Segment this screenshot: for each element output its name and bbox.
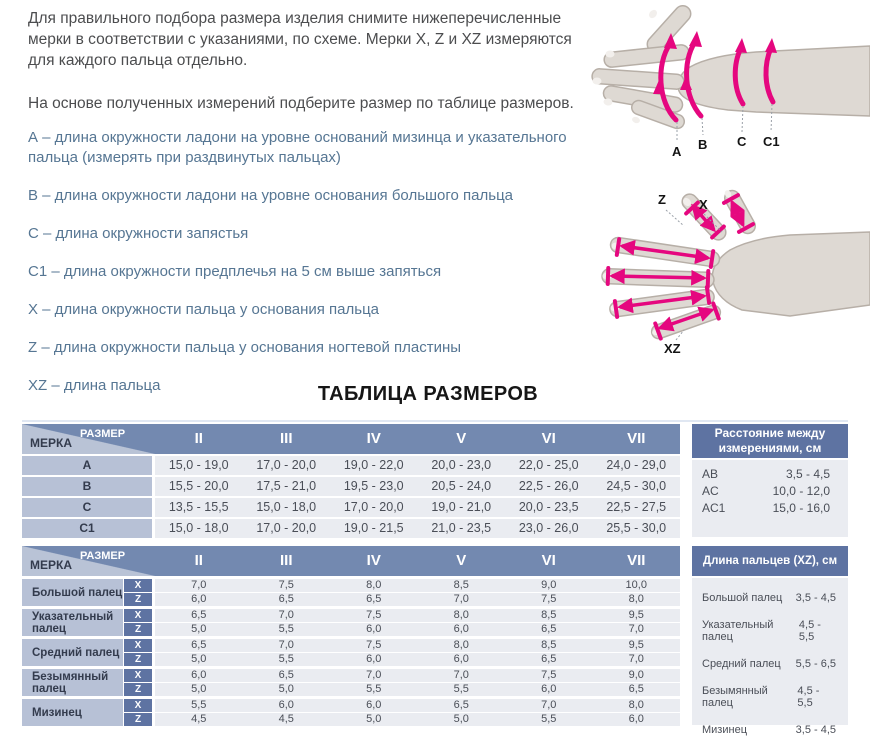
- finger-value: 6,5: [628, 683, 644, 695]
- intro-paragraph-2: На основе полученных измерений подберите размер по таблице размеров.: [28, 95, 574, 112]
- distance-value: 3,5 - 4,5: [785, 467, 830, 481]
- diagram-label-z: Z: [658, 192, 666, 207]
- size-value: 19,0 - 21,5: [343, 521, 404, 535]
- finger-value: 10,0: [625, 579, 647, 591]
- finger-table-row: [22, 579, 680, 606]
- xz-column: [124, 609, 152, 636]
- finger-value: 5,5: [278, 653, 294, 665]
- size-row-values: [155, 477, 680, 496]
- corner-size-label: РАЗМЕР: [80, 550, 126, 562]
- distance-row: [702, 500, 838, 517]
- measure-label: B: [22, 477, 152, 496]
- size-value: 17,0 - 20,0: [256, 458, 317, 472]
- finger-table-body: [22, 579, 680, 726]
- finger-value: 6,0: [278, 699, 294, 711]
- finger-value: 8,0: [366, 579, 382, 591]
- hand-diagram-fingers: [580, 172, 870, 367]
- finger-value: 5,0: [453, 713, 469, 725]
- size-table-row: [22, 498, 680, 517]
- finger-value: 7,5: [541, 669, 557, 681]
- z-values-row: [155, 623, 680, 636]
- z-row-label: Z: [124, 653, 152, 666]
- size-column-headers: [155, 424, 680, 454]
- measure-label: A: [22, 456, 152, 475]
- x-row-label: X: [124, 609, 152, 622]
- distance-value: 15,0 - 16,0: [772, 501, 830, 515]
- size-value: 15,0 - 18,0: [168, 521, 229, 535]
- size-table-title: ТАБЛИЦА РАЗМЕРОВ: [317, 383, 539, 405]
- size-value: 15,0 - 19,0: [168, 458, 229, 472]
- size-value: 20,5 - 24,0: [431, 479, 492, 493]
- size-column-header: IV: [366, 430, 381, 447]
- finger-value: 9,0: [541, 579, 557, 591]
- finger-name: Безымянный палец: [22, 669, 123, 696]
- finger-value: 7,0: [541, 699, 557, 711]
- size-column-header: III: [279, 552, 293, 569]
- finger-name: Средний палец: [22, 639, 123, 666]
- finger-value: 5,0: [191, 653, 207, 665]
- finger-value: 6,5: [453, 699, 469, 711]
- size-value: 24,0 - 29,0: [606, 458, 667, 472]
- x-values-row: [155, 639, 680, 652]
- finger-value: 7,0: [278, 609, 294, 621]
- finger-value: 7,0: [453, 669, 469, 681]
- finger-name: Указательный палец: [22, 609, 123, 636]
- finger-value: 9,0: [628, 669, 644, 681]
- finger-table-corner-cell: [22, 546, 155, 576]
- finger-length-row: [702, 658, 836, 670]
- intro-paragraph-1: Для правильного подбора размера изделия снимите нижеперечисленные мерки в соответствии с указаниями, по схеме. Мерки X, Z и XZ измеряются для каждого пальца отдельно.: [28, 10, 572, 69]
- size-column-header: III: [279, 430, 293, 447]
- distance-row: [702, 466, 838, 483]
- x-values-row: [155, 699, 680, 712]
- distance-label: AC: [702, 484, 719, 498]
- size-value: 19,0 - 22,0: [343, 458, 404, 472]
- finger-value: 6,5: [191, 639, 207, 651]
- finger-length-row: [702, 619, 836, 643]
- finger-length-value: 5,5 - 6,5: [795, 658, 836, 670]
- corner-measure-label: МЕРКА: [30, 436, 72, 450]
- diagram-label-c: C: [737, 134, 747, 149]
- measure-definition: В – длина окружности ладони на уровне основания большого пальца: [28, 187, 514, 204]
- finger-table-header: [22, 546, 680, 576]
- finger-length-row: [702, 724, 836, 736]
- finger-length-label: Мизинец: [702, 724, 747, 736]
- finger-value: 6,0: [453, 653, 469, 665]
- size-value: 21,0 - 23,5: [431, 521, 492, 535]
- finger-value: 5,5: [191, 699, 207, 711]
- finger-value: 7,5: [366, 639, 382, 651]
- measure-definition: Z – длина окружности пальца у основания ногтевой пластины: [28, 339, 462, 356]
- finger-table-row: [22, 699, 680, 726]
- size-value: 20,0 - 23,5: [518, 500, 579, 514]
- finger-value: 8,0: [628, 699, 644, 711]
- finger-value: 7,0: [628, 653, 644, 665]
- measure-label: C: [22, 498, 152, 517]
- x-row-label: X: [124, 669, 152, 682]
- x-values-row: [155, 669, 680, 682]
- distance-label: AB: [702, 467, 719, 481]
- finger-value: 6,0: [628, 713, 644, 725]
- x-values-row: [155, 609, 680, 622]
- distance-value: 10,0 - 12,0: [772, 484, 830, 498]
- size-row-values: [155, 498, 680, 517]
- finger-length-value: 4,5 - 5,5: [798, 619, 821, 643]
- z-row-label: Z: [124, 713, 152, 726]
- distance-row: [702, 483, 838, 500]
- finger-row-values: [155, 639, 680, 666]
- finger-value: 7,5: [278, 579, 294, 591]
- size-table-row: [22, 519, 680, 538]
- diagram-label-b: B: [698, 137, 708, 152]
- measure-definition: Х – длина окружности пальца у основания пальца: [28, 301, 380, 318]
- z-values-row: [155, 593, 680, 606]
- size-value: 19,0 - 21,0: [431, 500, 492, 514]
- size-value: 19,5 - 23,0: [343, 479, 404, 493]
- size-value: 22,5 - 26,0: [518, 479, 579, 493]
- finger-length-value: 4,5 - 5,5: [797, 685, 820, 709]
- finger-value: 7,0: [628, 623, 644, 635]
- size-row-values: [155, 519, 680, 538]
- z-values-row: [155, 653, 680, 666]
- finger-length-label: Средний палец: [702, 658, 781, 670]
- finger-row-values: [155, 609, 680, 636]
- finger-value: 5,5: [366, 683, 382, 695]
- finger-value: 6,0: [191, 669, 207, 681]
- finger-value: 5,0: [278, 683, 294, 695]
- measure-definition: С – длина окружности запястья: [28, 225, 249, 242]
- finger-value: 8,5: [541, 639, 557, 651]
- size-value: 20,0 - 23,0: [431, 458, 492, 472]
- diagram-label-c1: C1: [763, 134, 780, 149]
- finger-value: 5,0: [191, 683, 207, 695]
- finger-value: 8,0: [453, 639, 469, 651]
- finger-value: 6,0: [366, 623, 382, 635]
- finger-table-row: [22, 669, 680, 696]
- finger-length-panel-body: [692, 578, 848, 736]
- finger-value: 7,0: [453, 593, 469, 605]
- finger-value: 8,5: [541, 609, 557, 621]
- size-column-header: IV: [366, 552, 381, 569]
- finger-value: 6,0: [453, 623, 469, 635]
- xz-column: [124, 579, 152, 606]
- finger-value: 6,0: [191, 593, 207, 605]
- finger-value: 4,5: [191, 713, 207, 725]
- size-table-corner-cell: [22, 424, 155, 454]
- measure-definition: XZ – длина пальца: [28, 377, 161, 394]
- size-table-body: [22, 456, 680, 538]
- finger-name: Мизинец: [22, 699, 123, 726]
- size-value: 24,5 - 30,0: [606, 479, 667, 493]
- measure-definition: А – длина окружности ладони на уровне оснований мизинца и указательного пальца (измерять при раздвинутых пальцах): [28, 129, 567, 166]
- finger-length-panel: [692, 546, 848, 736]
- size-column-header: V: [456, 430, 467, 447]
- z-row-label: Z: [124, 623, 152, 636]
- finger-value: 6,5: [191, 609, 207, 621]
- size-table-header: [22, 424, 680, 454]
- x-row-label: X: [124, 639, 152, 652]
- finger-value: 7,0: [191, 579, 207, 591]
- size-column-header: VI: [541, 552, 556, 569]
- distance-label: AC1: [702, 501, 726, 515]
- finger-value: 4,5: [278, 713, 294, 725]
- size-value: 15,5 - 20,0: [168, 479, 229, 493]
- finger-value: 7,0: [278, 639, 294, 651]
- size-column-header: II: [194, 552, 203, 569]
- finger-value: 9,5: [628, 609, 644, 621]
- diagram-label-xz: XZ: [664, 341, 681, 356]
- finger-length-row: [702, 592, 836, 604]
- finger-value: 9,5: [628, 639, 644, 651]
- finger-value: 5,0: [191, 623, 207, 635]
- finger-length-label: Большой палец: [702, 592, 783, 604]
- finger-length-label: Безымянный палец: [702, 685, 768, 709]
- finger-value: 5,5: [541, 713, 557, 725]
- measure-definitions: [28, 128, 590, 414]
- measure-label: C1: [22, 519, 152, 538]
- size-value: 23,0 - 26,0: [518, 521, 579, 535]
- distance-panel-body: [692, 460, 848, 537]
- finger-value: 6,5: [278, 593, 294, 605]
- size-column-header: VI: [541, 430, 556, 447]
- measure-definition: С1 – длина окружности предплечья на 5 см выше запяться: [28, 263, 442, 280]
- size-value: 17,0 - 20,0: [343, 500, 404, 514]
- finger-length-value: 3,5 - 4,5: [795, 724, 836, 736]
- diagram-label-x: X: [699, 197, 708, 212]
- finger-value: 6,5: [541, 653, 557, 665]
- size-column-header: V: [456, 552, 467, 569]
- xz-column: [124, 639, 152, 666]
- size-column-header: VII: [627, 552, 646, 569]
- x-row-label: X: [124, 579, 152, 592]
- finger-value: 5,5: [453, 683, 469, 695]
- finger-value: 8,0: [453, 609, 469, 621]
- finger-table-row: [22, 639, 680, 666]
- z-row-label: Z: [124, 593, 152, 606]
- size-value: 17,0 - 20,0: [256, 521, 317, 535]
- finger-value: 5,5: [278, 623, 294, 635]
- finger-table: [22, 546, 680, 726]
- size-value: 25,5 - 30,0: [606, 521, 667, 535]
- size-value: 22,5 - 27,5: [606, 500, 667, 514]
- finger-length-panel-title: Длина пальцев (XZ), см: [692, 546, 848, 576]
- finger-value: 7,5: [541, 593, 557, 605]
- finger-value: 6,0: [366, 653, 382, 665]
- xz-column: [124, 669, 152, 696]
- size-table: [22, 424, 680, 538]
- finger-table-row: [22, 609, 680, 636]
- finger-value: 8,5: [453, 579, 469, 591]
- finger-value: 6,5: [366, 593, 382, 605]
- diagram-label-a: A: [672, 144, 682, 159]
- intro-text: [28, 8, 580, 136]
- size-value: 22,0 - 25,0: [518, 458, 579, 472]
- size-column-header: VII: [627, 430, 646, 447]
- hand-illustration: [592, 2, 870, 130]
- hand-diagram-circumferences: [580, 2, 870, 162]
- finger-value: 7,5: [366, 609, 382, 621]
- distance-panel: [692, 424, 848, 537]
- corner-size-label: РАЗМЕР: [80, 428, 126, 440]
- size-value: 15,0 - 18,0: [256, 500, 317, 514]
- finger-row-values: [155, 669, 680, 696]
- finger-value: 6,5: [278, 669, 294, 681]
- x-values-row: [155, 579, 680, 592]
- finger-row-values: [155, 699, 680, 726]
- z-values-row: [155, 683, 680, 696]
- finger-value: 6,0: [366, 699, 382, 711]
- z-values-row: [155, 713, 680, 726]
- distance-panel-title: Расстояние между измерениями, см: [692, 424, 848, 458]
- divider-line: [22, 420, 848, 422]
- finger-length-row: [702, 685, 836, 709]
- finger-length-label: Указательный палец: [702, 619, 774, 643]
- xz-column: [124, 699, 152, 726]
- finger-value: 6,0: [541, 683, 557, 695]
- z-row-label: Z: [124, 683, 152, 696]
- finger-value: 5,0: [366, 713, 382, 725]
- finger-value: 8,0: [628, 593, 644, 605]
- size-row-values: [155, 456, 680, 475]
- finger-row-values: [155, 579, 680, 606]
- size-value: 13,5 - 15,5: [168, 500, 229, 514]
- size-table-row: [22, 477, 680, 496]
- corner-measure-label: МЕРКА: [30, 558, 72, 572]
- size-column-header: II: [194, 430, 203, 447]
- size-table-row: [22, 456, 680, 475]
- x-row-label: X: [124, 699, 152, 712]
- finger-name: Большой палец: [22, 579, 123, 606]
- finger-column-headers: [155, 546, 680, 576]
- finger-value: 7,0: [366, 669, 382, 681]
- size-value: 17,5 - 21,0: [256, 479, 317, 493]
- finger-value: 6,5: [541, 623, 557, 635]
- finger-length-value: 3,5 - 4,5: [795, 592, 836, 604]
